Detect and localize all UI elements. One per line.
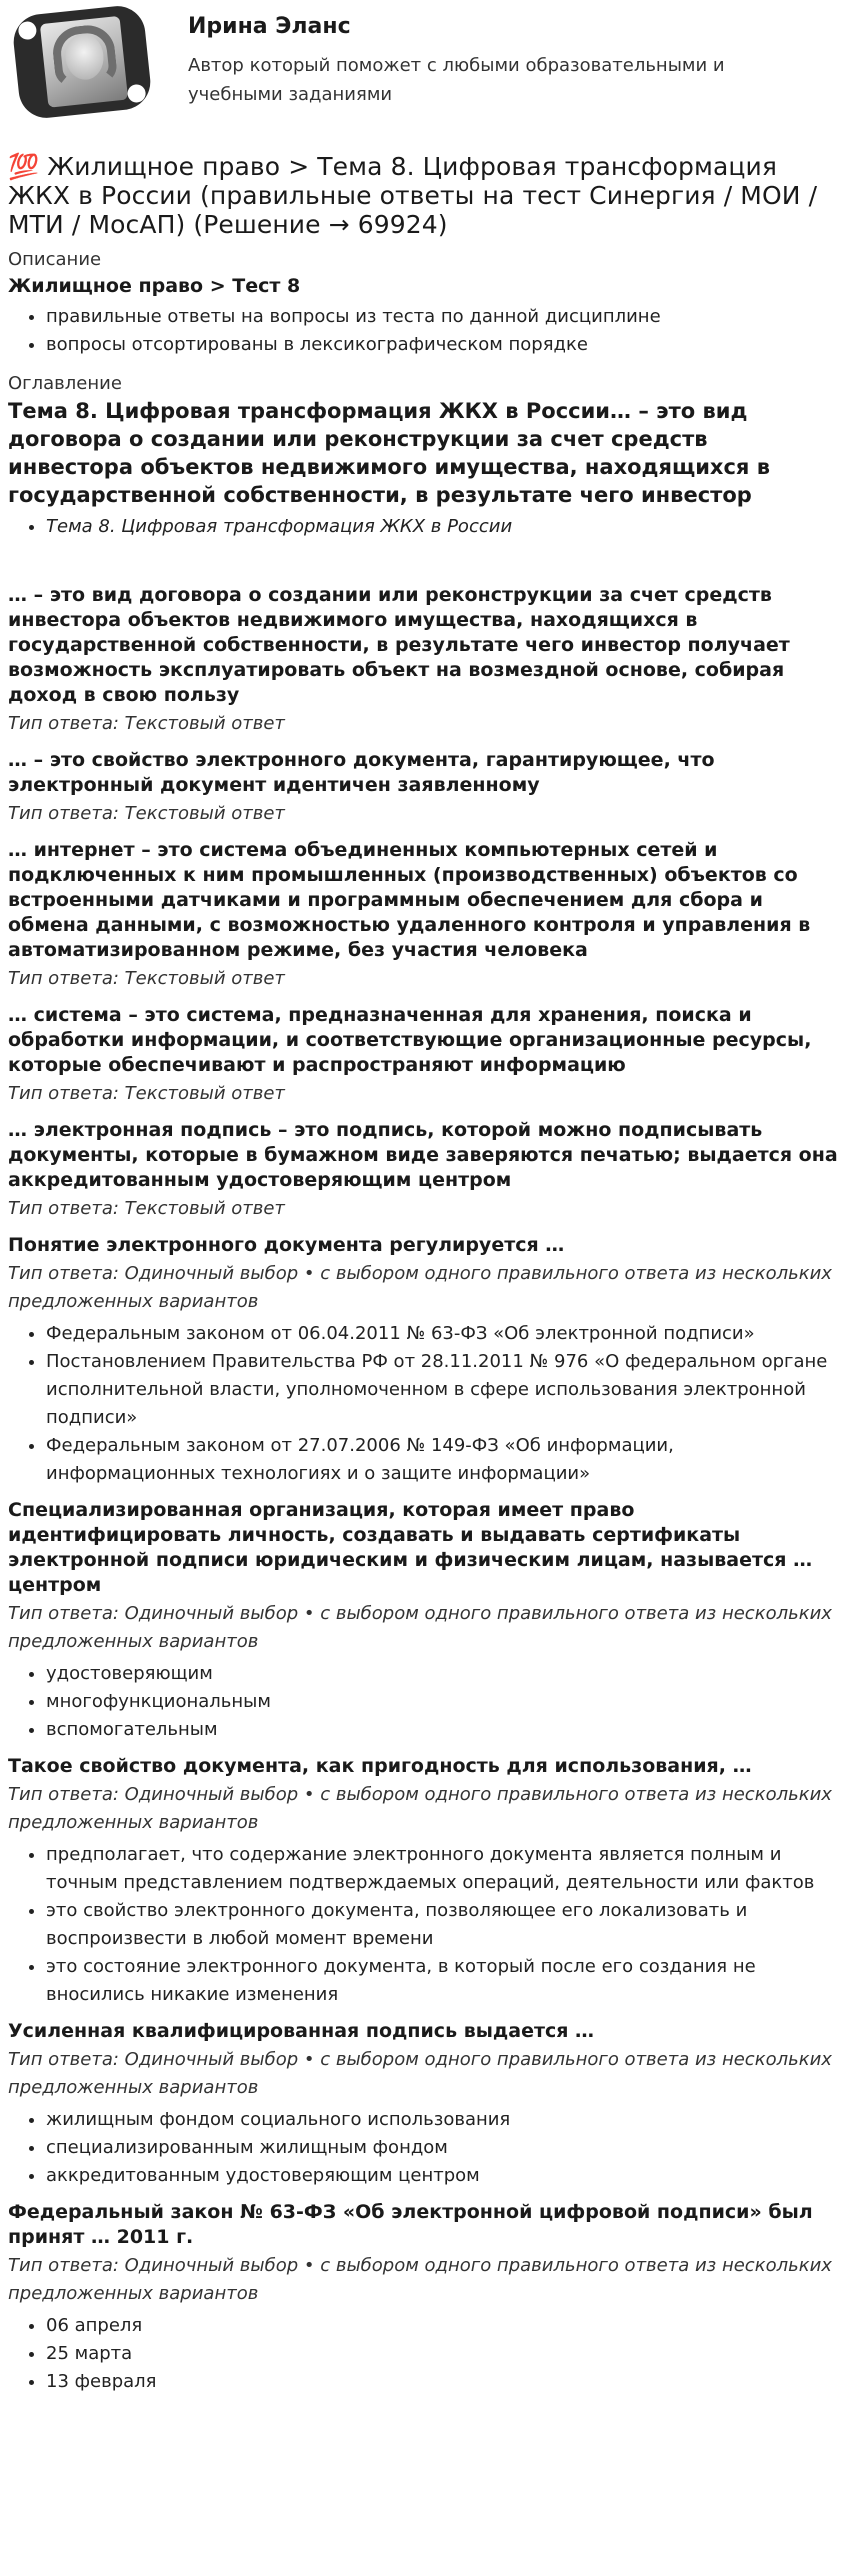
answer-options: [8, 2312, 839, 2396]
question-block: [8, 2019, 839, 2190]
avatar-frame: [11, 3, 153, 120]
question-block: [8, 2200, 839, 2396]
page-title: 💯 Жилищное право > Тема 8. Цифровая трансформация ЖКХ в России (правильные ответы на тест Синергия / МОИ / МТИ / МосАП) (Решение → 69924): [8, 152, 818, 239]
answer-type: Тип ответа: Одиночный выбор • с выбором одного правильного ответа из нескольких предложенных вариантов: [8, 1603, 832, 1652]
question-list: [8, 583, 839, 2396]
description-item: • правильные ответы на вопросы из теста по данной дисциплине: [46, 303, 839, 331]
question-block: [8, 1003, 839, 1108]
answer-type: Тип ответа: Одиночный выбор • с выбором одного правильного ответа из нескольких предложенных вариантов: [8, 1263, 832, 1312]
question-text: … интернет – это система объединенных компьютерных сетей и подключенных к ним промышленных (производственных) объектов со встроенными датчиками и программным обеспечением для сбора и обмена данными, с возможностью удаленного контроля и управления в автоматизированном режиме, без участия человека: [8, 839, 811, 961]
answer-option: • удостоверяющим: [46, 1660, 839, 1688]
avatar-photo: [40, 16, 128, 108]
toc-item[interactable]: • Тема 8. Цифровая трансформация ЖКХ в России: [46, 513, 839, 541]
description-list: [8, 303, 839, 359]
toc-heading: Тема 8. Цифровая трансформация ЖКХ в России… – это вид договора о создании или реконструкции за счет средств инвестора объектов недвижимого имущества, находящихся в государственной собственности, в результате чего инвестор: [8, 399, 771, 507]
answer-type: Тип ответа: Текстовый ответ: [8, 803, 285, 824]
question-text: Усиленная квалифицированная подпись выдается …: [8, 2020, 595, 2042]
author-info: [158, 8, 808, 109]
question-text: Понятие электронного документа регулируется …: [8, 1234, 565, 1256]
answer-option: • это свойство электронного документа, позволяющее его локализовать и воспроизвести в любой момент времени: [46, 1897, 839, 1953]
question-text: Специализированная организация, которая имеет право идентифицировать личность, создавать и выдавать сертификаты электронной подписи юридическим и физическим лицам, называется … центром: [8, 1499, 813, 1596]
answer-option: • Федеральным законом от 27.07.2006 № 149-ФЗ «Об информации, информационных технологиях и о защите информации»: [46, 1432, 839, 1488]
description-subtitle: Жилищное право > Тест 8: [8, 275, 301, 297]
answer-option: • 25 марта: [46, 2340, 839, 2368]
question-block: [8, 1118, 839, 1223]
answer-option: • Постановлением Правительства РФ от 28.11.2011 № 976 «О федеральном органе исполнительной власти, уполномоченном в сфере использования электронной подписи»: [46, 1348, 839, 1432]
description-section: [8, 249, 839, 359]
question-block: [8, 838, 839, 993]
answer-option: • жилищным фондом социального использования: [46, 2106, 839, 2134]
answer-options: [8, 2106, 839, 2190]
author-card: [8, 0, 839, 135]
answer-type: Тип ответа: Текстовый ответ: [8, 1083, 285, 1104]
answer-type: Тип ответа: Одиночный выбор • с выбором одного правильного ответа из нескольких предложенных вариантов: [8, 2255, 832, 2304]
question-text: … система – это система, предназначенная для хранения, поиска и обработки информации, и соответствующие организационные ресурсы, которые обеспечивают и распространяют информацию: [8, 1004, 812, 1076]
answer-option: • вспомогательным: [46, 1716, 839, 1744]
description-item: • вопросы отсортированы в лексикографическом порядке: [46, 331, 839, 359]
question-text: … электронная подпись – это подпись, которой можно подписывать документы, которые в бумажном виде заверяются печатью; выдается она аккредитованным удостоверяющим центром: [8, 1119, 838, 1191]
author-description: Автор который поможет с любыми образовательными и учебными заданиями: [188, 55, 725, 105]
answer-option: • аккредитованным удостоверяющим центром: [46, 2162, 839, 2190]
answer-options: [8, 1660, 839, 1744]
answer-type: Тип ответа: Одиночный выбор • с выбором одного правильного ответа из нескольких предложенных вариантов: [8, 2049, 832, 2098]
question-block: [8, 583, 839, 738]
answer-option: • специализированным жилищным фондом: [46, 2134, 839, 2162]
answer-option: • 06 апреля: [46, 2312, 839, 2340]
question-block: [8, 1498, 839, 1744]
question-text: Такое свойство документа, как пригодность для использования, …: [8, 1755, 752, 1777]
answer-option: • это состояние электронного документа, в который после его создания не вносились никакие изменения: [46, 1953, 839, 2009]
answer-type: Тип ответа: Одиночный выбор • с выбором одного правильного ответа из нескольких предложенных вариантов: [8, 1784, 832, 1833]
answer-option: • предполагает, что содержание электронного документа является полным и точным представлением подтверждаемых операций, деятельности или фактов: [46, 1841, 839, 1897]
answer-type: Тип ответа: Текстовый ответ: [8, 713, 285, 734]
answer-type: Тип ответа: Текстовый ответ: [8, 1198, 285, 1219]
question-block: [8, 1754, 839, 2009]
toc-section: [8, 373, 839, 541]
toc-list: [8, 513, 839, 541]
question-block: [8, 748, 839, 828]
answer-options: [8, 1320, 839, 1488]
question-block: [8, 1233, 839, 1488]
answer-options: [8, 1841, 839, 2009]
question-text: … – это свойство электронного документа, гарантирующее, что электронный документ идентичен заявленному: [8, 749, 715, 796]
answer-option: • Федеральным законом от 06.04.2011 № 63-ФЗ «Об электронной подписи»: [46, 1320, 839, 1348]
question-text: Федеральный закон № 63-ФЗ «Об электронной цифровой подписи» был принят … 2011 г.: [8, 2201, 813, 2248]
description-label: Описание: [8, 249, 102, 270]
question-text: … – это вид договора о создании или реконструкции за счет средств инвестора объектов недвижимого имущества, находящихся в государственной собственности, в результате чего инвестор получает возможность эксплуатировать объект на возмездной основе, собирая доход в свою пользу: [8, 584, 790, 706]
toc-label: Оглавление: [8, 373, 122, 394]
avatar[interactable]: [8, 8, 158, 126]
answer-option: • 13 февраля: [46, 2368, 839, 2396]
author-name[interactable]: Ирина Эланс: [188, 14, 351, 39]
answer-type: Тип ответа: Текстовый ответ: [8, 968, 285, 989]
answer-option: • многофункциональным: [46, 1688, 839, 1716]
